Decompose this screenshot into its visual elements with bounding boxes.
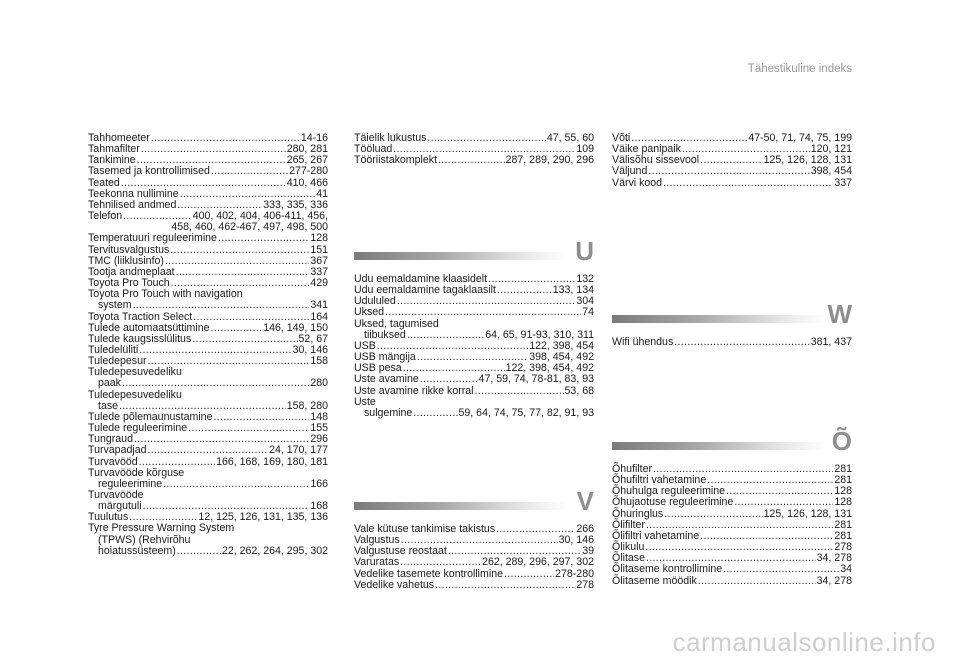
index-term: Turvavööd — [88, 455, 138, 468]
page-numbers: 151 — [310, 243, 328, 256]
leader-dots — [141, 144, 286, 155]
page-numbers: 12, 125, 126, 131, 135, 136 — [198, 511, 328, 524]
page-numbers: 166, 168, 169, 180, 181 — [216, 455, 328, 468]
index-term: USB — [354, 339, 376, 352]
index-term: Täielik lukustus — [354, 132, 427, 144]
index-entry — [354, 408, 594, 419]
leader-dots — [165, 256, 309, 267]
page-numbers: 158 — [310, 355, 328, 368]
index-entry — [612, 509, 852, 520]
page-numbers: 304 — [576, 295, 594, 308]
index-entry — [88, 300, 328, 311]
page-numbers: 59, 64, 74, 75, 77, 82, 91, 93 — [458, 406, 594, 419]
page-numbers: 34, 278 — [816, 574, 852, 587]
index-entry — [354, 374, 594, 385]
page-numbers: 122, 398, 454 — [529, 339, 594, 352]
leader-dots — [645, 542, 833, 553]
leader-dots — [177, 546, 221, 557]
index-term: Välisõhu sissevool — [612, 154, 700, 167]
page-numbers: 381, 437 — [810, 336, 852, 348]
page-numbers: 47-50, 71, 74, 75, 199 — [748, 132, 852, 144]
page-numbers: 341 — [310, 299, 328, 312]
leader-dots — [400, 557, 481, 568]
index-term: Tuulutus — [88, 511, 129, 524]
page-numbers: 266 — [576, 523, 594, 535]
index-entry — [612, 497, 852, 508]
page-numbers: 155 — [310, 422, 328, 435]
index-term: Uksed — [354, 306, 385, 319]
page-numbers: 367 — [310, 254, 328, 267]
page-numbers: 146, 149, 150 — [263, 321, 328, 334]
leader-dots — [664, 509, 762, 520]
index-term: Tööriistakomplekt — [354, 154, 438, 167]
index-entry — [88, 166, 328, 177]
section-divider — [612, 442, 826, 450]
page-numbers: 22, 262, 264, 295, 302 — [221, 544, 328, 557]
index-entry — [612, 531, 852, 542]
leader-dots — [139, 457, 215, 468]
leader-dots — [726, 486, 833, 497]
index-term: Õlitaseme kontrollimine — [612, 563, 723, 576]
index-term: Telefon — [88, 210, 123, 223]
index-term: Uste avamine — [354, 373, 419, 386]
page-header-title: Tähestikuline indeks — [747, 63, 852, 75]
section-letter-u: U — [575, 236, 594, 266]
page-numbers: 74 — [582, 306, 594, 319]
index-term: Õhujaotuse reguleerimine — [612, 496, 734, 509]
leader-dots — [700, 155, 762, 166]
leader-dots — [139, 345, 291, 356]
page-numbers: 281 — [834, 474, 852, 487]
index-entry-heading: Toyota Pro Touch with navigation — [88, 288, 243, 301]
index-term: Tulede põlemaunustamine — [88, 410, 213, 423]
index-entry — [88, 445, 328, 456]
page-numbers: 132 — [576, 273, 594, 285]
index-entry-heading: Tuledepesuvedeliku — [88, 388, 182, 401]
page-numbers: 278-280 — [555, 567, 594, 580]
index-term: tase — [98, 399, 119, 412]
index-term: Värvi kood — [612, 176, 663, 189]
index-entry-heading: Tyre Pressure Warning System — [88, 522, 235, 535]
leader-dots — [734, 497, 833, 508]
page-numbers: 337 — [834, 176, 852, 189]
leader-dots — [211, 166, 288, 177]
leader-dots — [413, 408, 457, 419]
leader-dots — [674, 337, 810, 348]
page-numbers: 47, 59, 74, 78-81, 83, 93 — [478, 373, 594, 386]
leader-dots — [707, 475, 833, 486]
page-numbers: 429 — [310, 277, 328, 290]
page-numbers: 296 — [310, 433, 328, 446]
index-term: Õhufiltri vahetamine — [612, 474, 707, 487]
page-numbers: 278 — [576, 578, 594, 591]
index-term: Tulede reguleerimine — [88, 422, 188, 435]
index-entry — [88, 546, 328, 557]
page-numbers: 158, 280 — [286, 399, 328, 412]
index-term: Õhuringlus — [612, 507, 664, 520]
index-entry-heading: Turvavööde — [88, 489, 144, 501]
leader-dots — [420, 374, 478, 385]
page-numbers: 128 — [834, 496, 852, 509]
index-entry — [88, 457, 328, 468]
index-term: Tasemed ja kontrollimised — [88, 165, 210, 178]
index-entry — [354, 386, 594, 397]
index-term: Uste avamine rikke korral — [354, 384, 474, 397]
index-term: Väljund — [612, 165, 648, 178]
index-entry — [354, 296, 594, 307]
index-term: Tuledelüliti — [88, 343, 139, 356]
leader-dots — [213, 412, 309, 423]
index-term: Vedelike tasemete kontrollimine — [354, 567, 503, 580]
index-term: hoiatussüsteem) — [98, 544, 176, 557]
index-term: Võti — [612, 132, 631, 144]
index-entry — [612, 337, 852, 348]
index-term: märgutuli — [98, 500, 142, 513]
section-letter-oe: Õ — [831, 426, 852, 456]
index-entry — [354, 307, 594, 318]
leader-dots — [427, 133, 545, 144]
index-term: Temperatuuri reguleerimine — [88, 232, 217, 245]
page-numbers: 47, 55, 60 — [546, 132, 594, 144]
section-divider — [354, 502, 568, 510]
index-term: Udu eemaldamine tagaklaasilt — [354, 284, 496, 297]
leader-dots — [122, 378, 309, 389]
page-numbers: 34 — [840, 563, 852, 576]
index-entry — [354, 557, 594, 568]
index-term: Õlifiltri vahetamine — [612, 529, 700, 542]
index-term: Tankimine — [88, 154, 136, 167]
leader-dots — [133, 300, 310, 311]
leader-dots — [211, 323, 263, 334]
page-numbers: 168 — [310, 500, 328, 513]
page-numbers: 53, 68 — [564, 384, 594, 397]
section-w-list — [612, 337, 852, 348]
page-numbers: 287, 289, 290, 296 — [505, 154, 594, 167]
index-term: USB mängija — [354, 351, 416, 364]
page-numbers: 265, 267 — [286, 154, 328, 167]
index-entry-heading: (TPWS) (Rehvirõhu — [98, 533, 191, 546]
index-term: Õlikulu — [612, 541, 645, 554]
index-term: Tehnilised andmed — [88, 198, 177, 211]
index-term: Tuledepesur — [88, 355, 147, 368]
page-numbers: 30, 146 — [558, 534, 594, 547]
page-numbers: 24, 170, 177 — [269, 444, 328, 457]
index-term: Õhufilter — [612, 463, 653, 475]
page-numbers: 337 — [310, 265, 328, 278]
index-entry — [612, 576, 852, 587]
index-entry — [354, 580, 594, 591]
index-term: Õlitase — [612, 552, 645, 565]
leader-dots — [188, 423, 309, 434]
page-numbers: 125, 126, 128, 131 — [763, 507, 852, 520]
page-numbers: 262, 289, 296, 297, 302 — [482, 556, 594, 569]
page-numbers: 164 — [310, 310, 328, 323]
index-term: paak — [98, 377, 121, 390]
index-column-3 — [612, 133, 852, 189]
page-numbers: 41 — [316, 187, 328, 200]
section-letter-v: V — [576, 486, 594, 516]
index-term: Toyota Traction Select — [88, 310, 193, 323]
index-term: sulgemine — [364, 406, 413, 419]
index-term: Toyota Pro Touch — [88, 277, 170, 290]
index-term: Turvapadjad — [88, 444, 147, 457]
index-term: Teated — [88, 176, 120, 189]
index-entry — [88, 312, 328, 323]
page-numbers: 64, 65, 91-93, 310, 311 — [485, 328, 594, 341]
index-term: Wifi ühendus — [612, 336, 674, 348]
index-term: Tulede kaugsisslülitus — [88, 332, 192, 345]
page-numbers: 39 — [582, 545, 594, 558]
index-entry-heading: Turvavööde kõrguse — [88, 466, 185, 479]
index-term: Õhuhulga reguleerimine — [612, 485, 726, 498]
index-term: tiibuksed — [364, 328, 406, 341]
index-entry-continuation: 458, 460, 462-467, 497, 498, 500 — [171, 221, 328, 234]
index-term: Väike panipaik — [612, 143, 681, 156]
page-numbers: 400, 402, 404, 406-411, 456, — [192, 210, 328, 223]
index-term: Udululed — [354, 295, 396, 308]
page-numbers: 281 — [834, 529, 852, 542]
index-column-1 — [88, 133, 328, 557]
page-numbers: 128 — [310, 232, 328, 245]
leader-dots — [723, 564, 839, 575]
index-entry — [612, 542, 852, 553]
leader-dots — [435, 580, 575, 591]
index-entry — [354, 155, 594, 166]
index-column-2 — [354, 133, 594, 166]
page-numbers: 280 — [310, 377, 328, 390]
leader-dots — [218, 233, 309, 244]
page-numbers: 30, 146 — [292, 343, 328, 356]
leader-dots — [163, 479, 309, 490]
index-entry — [612, 178, 852, 189]
page-numbers: 122, 398, 454, 492 — [505, 362, 594, 375]
index-term: Tervitusvalgustus — [88, 243, 170, 256]
index-term: system — [98, 299, 132, 312]
page-numbers: 398, 454, 492 — [529, 351, 594, 364]
section-u-list — [354, 274, 594, 419]
index-entry — [88, 233, 328, 244]
index-term: Valgustuse reostaat — [354, 545, 447, 558]
index-term: Tahhomeeter — [88, 132, 150, 144]
leader-dots — [475, 386, 564, 397]
leader-dots — [698, 576, 816, 587]
leader-dots — [407, 330, 484, 341]
leader-dots — [151, 133, 300, 144]
index-term: Tungraud — [88, 433, 133, 446]
leader-dots — [148, 445, 269, 456]
index-entry-heading: Tuledepesuvedeliku — [88, 366, 182, 379]
section-oe-list — [612, 464, 852, 587]
index-entry — [612, 564, 852, 575]
leader-dots — [700, 531, 833, 542]
leader-dots — [192, 334, 297, 345]
page-numbers: 398, 454 — [810, 165, 852, 178]
index-entry — [612, 166, 852, 177]
page-numbers: 148 — [310, 410, 328, 423]
page-numbers: 410, 466 — [286, 176, 328, 189]
section-v-list — [354, 524, 594, 591]
page-numbers: 120, 121 — [810, 143, 852, 156]
leader-dots — [663, 178, 833, 189]
page-numbers: 333, 335, 336 — [263, 198, 328, 211]
leader-dots — [385, 307, 581, 318]
page-numbers: 278 — [834, 541, 852, 554]
page-numbers: 34, 278 — [816, 552, 852, 565]
leader-dots — [438, 155, 505, 166]
page-numbers: 109 — [576, 143, 594, 156]
section-divider — [354, 252, 568, 260]
leader-dots — [170, 245, 309, 256]
index-term: Valgustus — [354, 534, 400, 547]
leader-dots — [648, 166, 809, 177]
leader-dots — [497, 285, 552, 296]
index-term: Vale kütuse tankimise takistus — [354, 523, 496, 535]
index-term: Teekonna nullimine — [88, 187, 179, 200]
index-term: TMC (liiklusinfo) — [88, 254, 164, 267]
index-term: USB pesa — [354, 362, 402, 375]
index-term: Õlifilter — [612, 518, 645, 531]
index-term: Õlitaseme möödik — [612, 574, 697, 587]
page-numbers: 166 — [310, 477, 328, 490]
index-entry-heading: Uksed, tagumised — [354, 317, 439, 330]
index-term: Vedelike vahetus — [354, 578, 435, 591]
page-numbers: 277-280 — [289, 165, 328, 178]
index-term: Tööluad — [354, 143, 393, 156]
index-term: Tootja andmeplaat — [88, 265, 175, 278]
index-term: Tulede automaatsüttimine — [88, 321, 210, 334]
leader-dots — [397, 296, 575, 307]
page-numbers: 125, 126, 128, 131 — [763, 154, 852, 167]
page-numbers: 281 — [834, 463, 852, 475]
index-term: Udu eemaldamine klaasidelt — [354, 273, 488, 285]
leader-dots — [504, 569, 554, 580]
page-numbers: 128 — [834, 485, 852, 498]
leader-dots — [193, 312, 309, 323]
page-numbers: 280, 281 — [286, 143, 328, 156]
section-letter-w: W — [827, 299, 852, 329]
leader-dots — [176, 267, 310, 278]
watermark: carmanualsonline.info — [672, 627, 936, 657]
index-entry — [88, 378, 328, 389]
page-numbers: 14-16 — [300, 132, 328, 144]
page-numbers: 52, 67 — [298, 332, 328, 345]
index-term: Varuratas — [354, 556, 400, 569]
index-term: reguleerimine — [98, 477, 163, 490]
index-term: Tahmafilter — [88, 143, 140, 156]
section-divider — [612, 315, 826, 323]
page-numbers: 281 — [834, 518, 852, 531]
index-entry-heading: Uste — [354, 395, 376, 408]
page-numbers: 133, 134 — [552, 284, 594, 297]
